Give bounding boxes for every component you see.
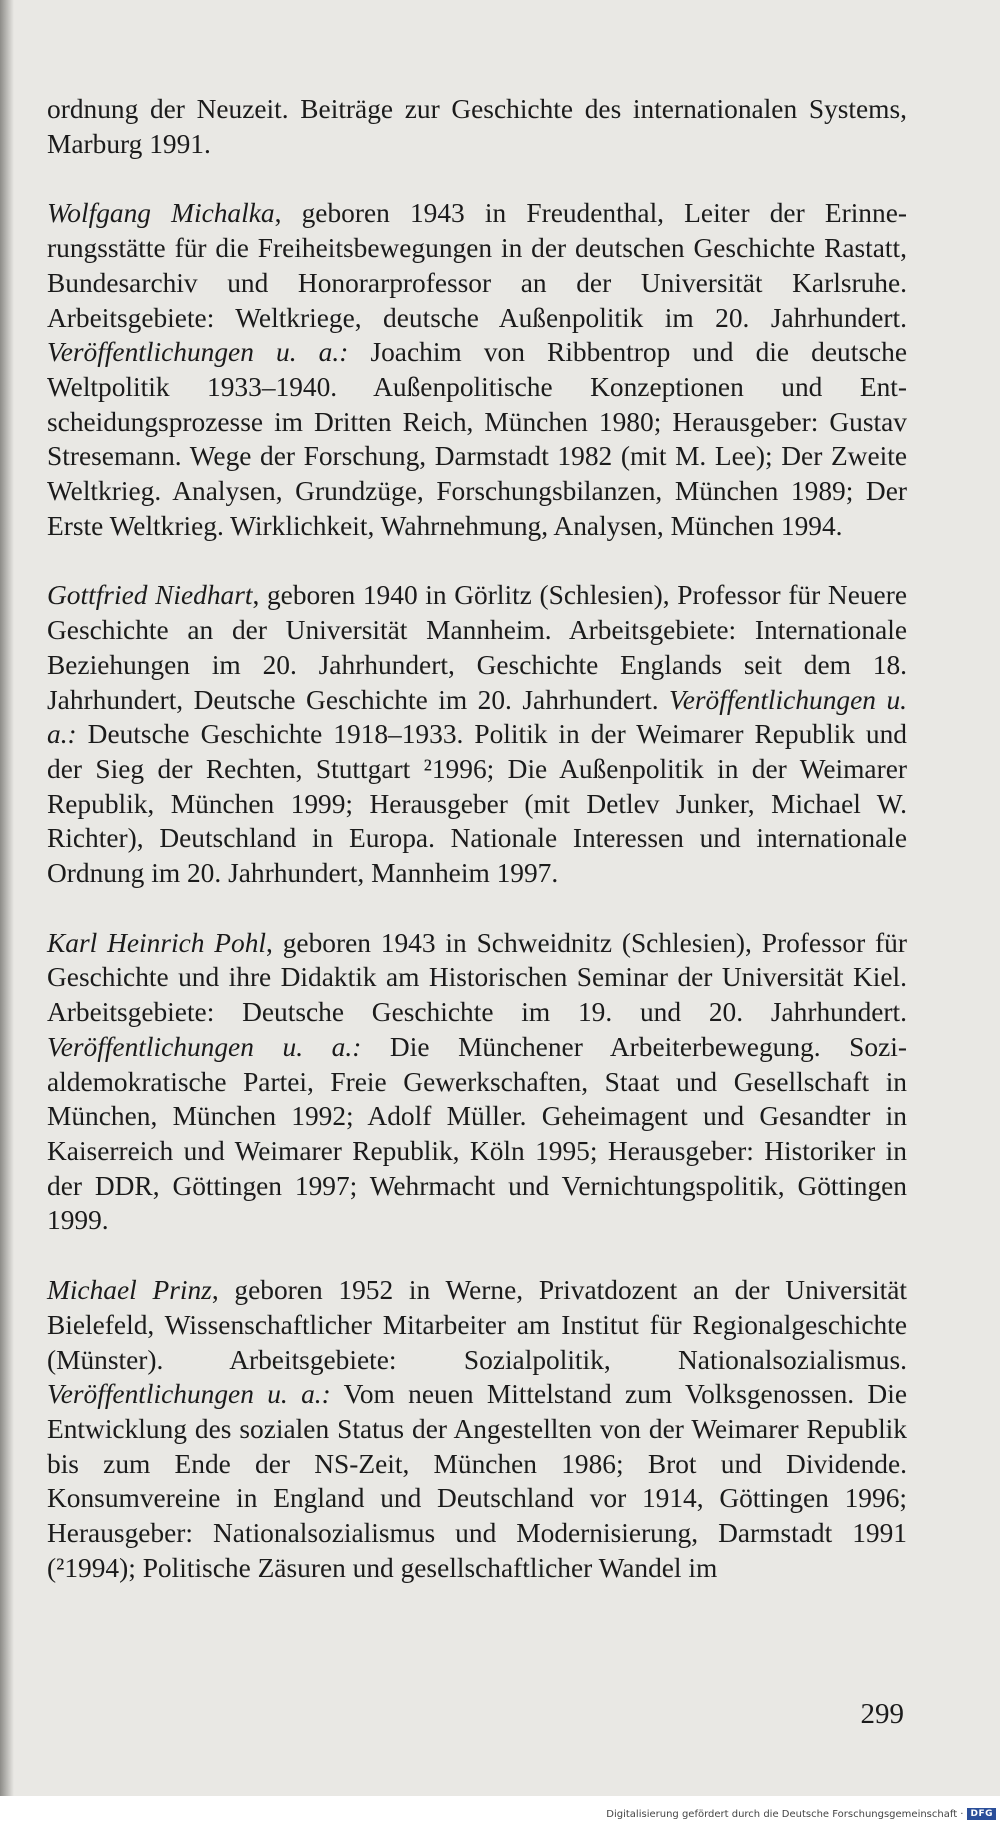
page-body-text xyxy=(47,92,907,1620)
bio-entry-pohl xyxy=(47,926,907,1238)
publications-label: Veröffentlichungen u. a.: xyxy=(47,337,349,368)
publications-label: Veröffentlichungen u. a.: xyxy=(47,1031,362,1062)
author-name: Michael Prinz xyxy=(47,1275,212,1306)
bio-entry-michalka xyxy=(47,196,907,543)
bio-entry-niedhart xyxy=(47,578,907,890)
bio-text: , geboren 1943 in Schweidnitz (Schlesien), Professor für Geschichte und ihre Didaktik am Historischen Seminar der Universität Kiel. Arbeitsgebiete: Deutsche Geschichte im 19. und 20. Jahrhundert. xyxy=(47,927,907,1028)
continuation-paragraph xyxy=(47,92,907,161)
publications-text: Deutsche Geschichte 1918–1933. Politik in der Weimarer Republik und der Sieg der Rechten, Stuttgart ²1996; Die Außenpolitik in der Weimarer Republik, München 1999; Herausgeber (mit Detlev Junker, Michael W. Richter), Deutschland in Europa. Nationale Interessen und internationale Ordnung im 20. Jahrhundert, Mannheim 1997. xyxy=(47,719,907,889)
footer-credit: Digitalisierung gefördert durch die Deutsche Forschungsgemeinschaft · xyxy=(606,1808,964,1820)
publications-text: Die Münchener Arbeiterbewegung. Sozialdemokratische Partei, Freie Gewerkschaften, Staat und Gesellschaft in München, München 1992; Adolf Müller. Geheimagent und Gesandter in Kaiserreich und Weimarer Republik, Köln 1995; Herausgeber: Historiker in der DDR, Göttingen 1997; Wehrmacht und Vernichtungspolitik, Göttingen 1999. xyxy=(47,1031,907,1236)
publications-text: Vom neuen Mittelstand zum Volksgenossen. Die Entwicklung des sozialen Status der Angestellten von der Weimarer Republik bis zum Ende der NS-Zeit, München 1986; Brot und Dividende. Konsumvereine in England und Deutschland vor 1914, Göttingen 1996; Herausgeber: Nationalsozialismus und Modernisierung, Darmstadt 1991 (²1994); Politische Zäsuren und gesellschaftlicher Wandel im xyxy=(47,1379,907,1583)
bio-text: , geboren 1943 in Freudenthal, Leiter der Erinnerungsstätte für die Freiheitsbewegungen in der deutschen Geschichte Rastatt, Bundesarchiv und Honorarprofessor an der Universität Karlsruhe. Arbeitsgebiete: Weltkriege, deutsche Außenpolitik im 20. Jahrhundert. xyxy=(47,198,907,333)
bio-text: , geboren 1952 in Werne, Privatdozent an der Universität Bielefeld, Wissenschaftlicher Mitarbeiter am Institut für Regionalgeschichte (Münster). Arbeitsgebiete: Sozialpolitik, Nationalsozialismus. xyxy=(47,1275,908,1375)
page-number: 299 xyxy=(860,1698,904,1730)
publications-label: Veröffentlichungen u. a.: xyxy=(47,1379,331,1410)
author-name: Wolfgang Michalka xyxy=(47,198,275,229)
dfg-logo: DFG xyxy=(967,1808,996,1820)
author-name: Karl Heinrich Pohl xyxy=(47,927,267,958)
bio-text: , geboren 1940 in Görlitz (Schlesien), Professor für Neuere Geschichte an der Universität Mannheim. Arbeitsgebiete: Internationale Beziehungen im 20. Jahrhundert, Geschichte Englands seit dem 18. Jahrhundert, Deutsche Geschichte im 20. Jahrhundert. xyxy=(47,580,907,715)
publications-label: Veröffentlichungen u. a.: xyxy=(47,684,907,750)
author-name: Gottfried Niedhart xyxy=(47,580,253,611)
publications-text: Joachim von Ribbentrop und die deutsche Weltpolitik 1933–1940. Außenpolitische Konzeptionen und Entscheidungsprozesse im Dritten Reich, München 1980; Herausgeber: Gustav Stresemann. Wege der Forschung, Darmstadt 1982 (mit M. Lee); Der Zweite Weltkrieg. Analysen, Grundzüge, Forschungsbilanzen, München 1989; Der Erste Weltkrieg. Wirklichkeit, Wahrnehmung, Analysen, München 1994. xyxy=(47,337,907,541)
digitization-footer xyxy=(0,1800,1000,1828)
continuation-text: ordnung der Neuzeit. Beiträge zur Geschichte des internationalen Systems, Marburg 1991. xyxy=(47,94,907,159)
bio-entry-prinz xyxy=(47,1273,907,1585)
page-binding-shadow xyxy=(0,0,14,1796)
